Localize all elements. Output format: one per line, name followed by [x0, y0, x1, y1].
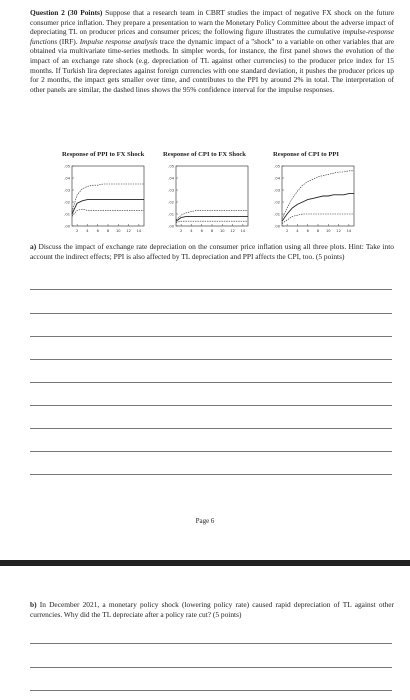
plot-frame — [282, 166, 354, 226]
answer-line[interactable] — [30, 451, 392, 452]
y-tick-label: .04 — [64, 176, 70, 181]
x-tick-label: 12 — [126, 229, 131, 233]
panel-title-ppi-fx: Response of PPI to FX Shock — [62, 151, 145, 158]
page-divider — [0, 560, 410, 566]
x-tick-label: 4 — [190, 229, 193, 233]
plot-frame — [176, 166, 248, 226]
irf-line — [282, 194, 354, 222]
answer-line[interactable] — [30, 289, 392, 290]
answer-line[interactable] — [30, 474, 392, 475]
y-tick-label: .05 — [274, 164, 280, 169]
ci-band-line — [72, 209, 144, 216]
y-tick-label: .01 — [64, 212, 70, 217]
ci-band-line — [72, 184, 144, 212]
answer-line[interactable] — [30, 643, 392, 644]
question-b-body: In December 2021, a monetary policy shock (lowering policy rate) caused rapid depreciation of TL against other currencies. Why did the TL depreciate after a policy rate cut? (5 points) — [30, 600, 394, 619]
question-b-label: b) — [30, 600, 37, 609]
y-tick-label: .03 — [274, 188, 280, 193]
x-tick-label: 4 — [296, 229, 299, 233]
x-tick-label: 10 — [115, 229, 121, 233]
x-tick-label: 10 — [325, 229, 331, 233]
x-tick-label: 8 — [210, 229, 214, 233]
answer-line[interactable] — [30, 359, 392, 360]
x-tick-label: 6 — [200, 229, 203, 233]
irf-line — [176, 216, 248, 221]
x-tick-label: 6 — [96, 229, 99, 233]
question-2-text — [30, 8, 394, 94]
ci-band-line — [176, 210, 248, 220]
chart-cpi-fx — [160, 160, 252, 238]
y-tick-label: .03 — [64, 188, 70, 193]
x-tick-label: 2 — [179, 229, 183, 233]
impulse-term: Impulse response analysis — [79, 36, 158, 46]
panel-title-cpi-ppi: Response of CPI to PPI — [273, 151, 339, 158]
x-tick-label: 8 — [316, 229, 320, 233]
plot-frame — [72, 166, 144, 226]
answer-line[interactable] — [30, 313, 392, 314]
x-tick-label: 14 — [240, 229, 246, 233]
y-tick-label: .04 — [274, 176, 280, 181]
y-tick-label: .03 — [168, 188, 174, 193]
question-a-label: a) — [30, 242, 37, 251]
y-tick-label: .01 — [168, 212, 174, 217]
y-tick-label: .04 — [168, 176, 174, 181]
question-body-3: trace the dynamic impact of a "shock" to a variable on other variables that are obtained via multivariate time-series methods. In simpler words, for instance, the first panel shows the evolution of the impact of an exchange rate shock (e.g. depreciation of TL against other currencies) to the producer price index for 15 months. If Turkish lira depreciates against foreign currencies with one standard deviation, it pushes the producer prices up for 2 months, the impact gets smaller over time, and contributes to the PPI by around 2% in total. The interpretation of other panels are similar, the dashed lines shows the 95% confidence interval for the impulse responses. — [30, 36, 395, 94]
question-a-body: Discuss the impact of exchange rate depreciation on the consumer price inflation using all three plots. Hint: Take into account the indirect effects; PPI is also affected by TL depreciation and PPI affects the CPI, too. (5 points) — [30, 242, 394, 261]
x-tick-label: 4 — [86, 229, 89, 233]
page-number: Page 6 — [195, 517, 215, 525]
y-tick-label: .00 — [274, 224, 280, 229]
y-tick-label: .02 — [168, 200, 174, 205]
question-title: Question 2 (30 Points) — [30, 8, 103, 17]
y-tick-label: .02 — [64, 200, 70, 205]
x-tick-label: 10 — [219, 229, 225, 233]
ci-band-line — [282, 214, 354, 224]
answer-line[interactable] — [30, 336, 392, 337]
question-b-text — [30, 600, 394, 619]
x-tick-label: 6 — [306, 229, 309, 233]
x-tick-label: 8 — [106, 229, 110, 233]
x-tick-label: 12 — [336, 229, 341, 233]
y-tick-label: .05 — [168, 164, 174, 169]
question-body-2: (IRF). — [57, 36, 80, 46]
y-tick-label: .00 — [168, 224, 174, 229]
irf-term: impulse-response functions — [30, 27, 394, 46]
answer-line[interactable] — [30, 690, 392, 691]
x-tick-label: 12 — [230, 229, 235, 233]
y-tick-label: .01 — [274, 212, 280, 217]
question-body: Suppose that a research team in CBRT studies the impact of negative FX shock on the future consumer price inflation. They prepare a presentation to warn the Monetary Policy Committee about the adverse impact of depreciating TL on producer prices and consumer prices; the following figure illustrates the cumulative — [30, 8, 394, 37]
panel-title-cpi-fx: Response of CPI to FX Shock — [163, 151, 246, 158]
answer-line[interactable] — [30, 428, 392, 429]
y-tick-label: .05 — [64, 164, 70, 169]
irf-line — [72, 200, 144, 214]
answer-line[interactable] — [30, 382, 392, 383]
ci-band-line — [176, 221, 248, 222]
chart-cpi-ppi — [266, 160, 358, 238]
chart-ppi-fx — [56, 160, 148, 238]
y-tick-label: .02 — [274, 200, 280, 205]
x-tick-label: 14 — [136, 229, 142, 233]
x-tick-label: 2 — [75, 229, 79, 233]
answer-line[interactable] — [30, 667, 392, 668]
y-tick-label: .00 — [64, 224, 70, 229]
answer-line[interactable] — [30, 405, 392, 406]
question-a-text — [30, 242, 394, 261]
x-tick-label: 14 — [346, 229, 352, 233]
x-tick-label: 2 — [285, 229, 289, 233]
